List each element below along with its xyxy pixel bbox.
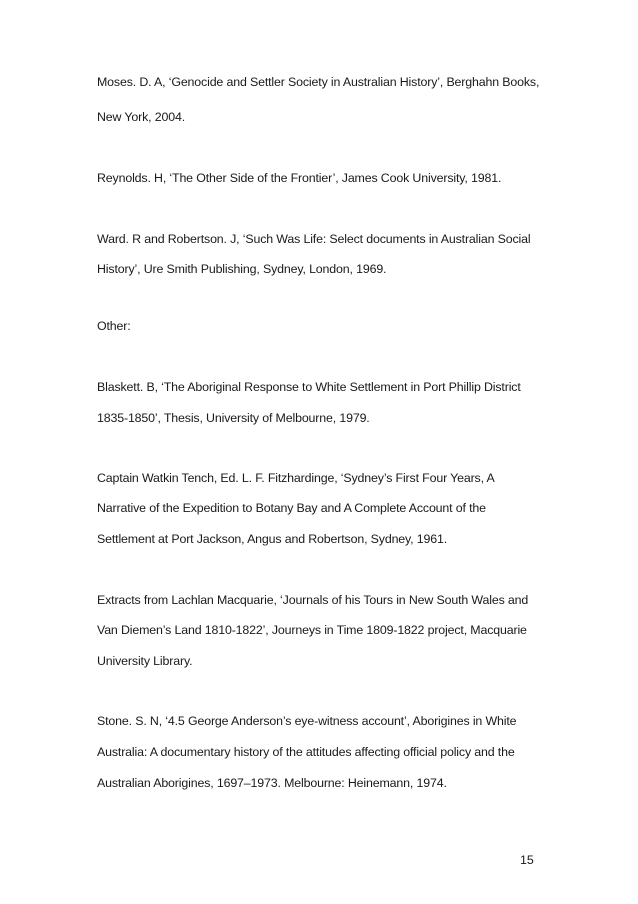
ref-tench-line-3: Settlement at Port Jackson, Angus and Robertson, Sydney, 1961. [97, 532, 448, 546]
ref-ward-line-1: Ward. R and Robertson. J, ‘Such Was Life: Select documents in Australian Social [97, 232, 531, 246]
ref-tench-line-2: Narrative of the Expedition to Botany Bay and A Complete Account of the [97, 501, 486, 515]
ref-stone-line-2: Australia: A documentary history of the attitudes affecting official policy and the [97, 745, 515, 759]
ref-reynolds-line-1: Reynolds. H, ‘The Other Side of the Frontier’, James Cook University, 1981. [97, 171, 502, 185]
ref-macquarie-line-1: Extracts from Lachlan Macquarie, ‘Journals of his Tours in New South Wales and [97, 593, 529, 607]
ref-ward-line-2: History’, Ure Smith Publishing, Sydney, London, 1969. [97, 262, 387, 276]
ref-stone-line-3: Australian Aborigines, 1697–1973. Melbourne: Heinemann, 1974. [97, 776, 447, 790]
page-number: 15 [520, 853, 534, 867]
ref-tench-line-1: Captain Watkin Tench, Ed. L. F. Fitzhardinge, ‘Sydney’s First Four Years, A [97, 471, 495, 485]
ref-moses-line-1: Moses. D. A, ‘Genocide and Settler Society in Australian History’, Berghahn Books, [97, 75, 540, 89]
ref-blaskett-line-2: 1835-1850’, Thesis, University of Melbourne, 1979. [97, 411, 370, 425]
section-heading-other: Other: [97, 319, 131, 333]
ref-stone-line-1: Stone. S. N, ‘4.5 George Anderson’s eye-witness account’, Aborigines in White [97, 714, 517, 728]
ref-moses-line-2: New York, 2004. [97, 110, 185, 124]
ref-macquarie-line-2: Van Diemen’s Land 1810-1822’, Journeys in Time 1809-1822 project, Macquarie [97, 623, 527, 637]
ref-macquarie-line-3: University Library. [97, 654, 193, 668]
ref-blaskett-line-1: Blaskett. B, ‘The Aboriginal Response to White Settlement in Port Phillip District [97, 380, 521, 394]
